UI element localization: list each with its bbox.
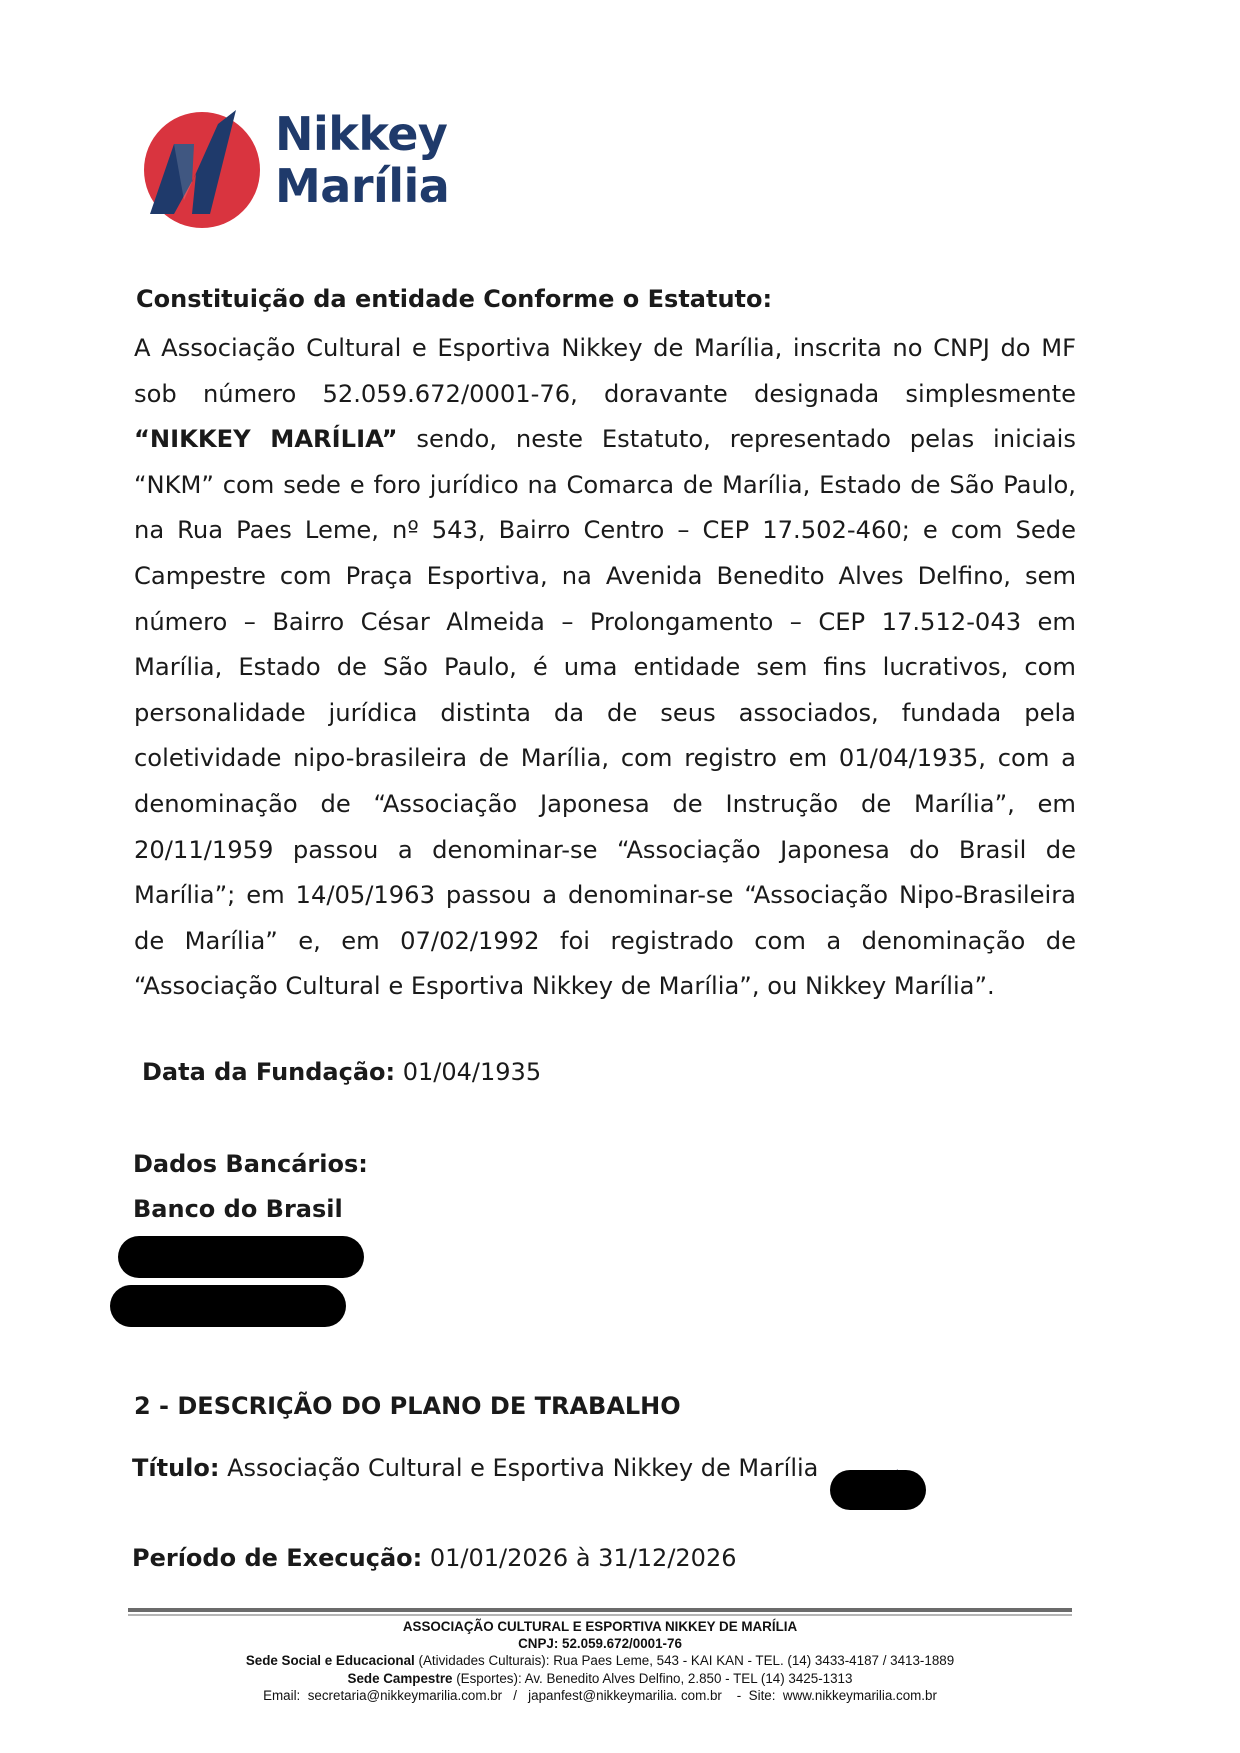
work-plan-title <box>132 1454 818 1482</box>
period-value: 01/01/2026 à 31/12/2026 <box>422 1544 737 1572</box>
footer-campestre-label: Sede Campestre <box>347 1670 453 1686</box>
footer-divider-thin <box>128 1614 1072 1616</box>
paragraph-text-b: sendo, neste Estatuto, representado pelas iniciais “NKM” com sede e foro jurídico na Comarca de Marília, Estado de São Paulo, na Rua Paes Leme, nº 543, Bairro Centro – CEP 17.502-460; e com Sede Campestre com Praça Esportiva, na Avenida Benedito Alves Delfino, sem número – Bairro César Almeida – Prolongamento – CEP 17.512-043 em Marília, Estado de São Paulo, é uma entidade sem fins lucrativos, com personalidade jurídica distinta da de seus associados, fundada pela coletividade nipo-brasileira de Marília, com registro em 01/04/1935, com a denominação de “Associação Japonesa de Instrução de Marília”, em 20/11/1959 passou a denominar-se “Associação Japonesa do Brasil de Marília”; em 14/05/1963 passou a denominar-se “Associação Nipo-Brasileira de Marília” e, em 07/02/1992 foi registrado com a denominação de “Associação Cultural e Esportiva Nikkey de Marília”, ou Nikkey Marília”. <box>134 425 1076 1001</box>
footer-social <box>128 1652 1072 1669</box>
title-value: Associação Cultural e Esportiva Nikkey de Marília <box>219 1454 819 1482</box>
footer-cnpj: CNPJ: 52.059.672/0001-76 <box>518 1636 682 1652</box>
period-label: Período de Execução: <box>132 1544 423 1572</box>
logo-line-2: Marília <box>275 159 450 213</box>
nikkey-logo-mark-icon <box>140 104 270 234</box>
nikkey-marilia-logo <box>140 100 460 235</box>
bank-data-label: Dados Bancários: <box>133 1150 368 1178</box>
foundation-value: 01/04/1935 <box>395 1058 542 1086</box>
footer-contacts: Email: secretaria@nikkeymarilia.com.br / japanfest@nikkeymarilia. com.br - Site: www.nikkeymarilia.com.br <box>263 1687 937 1703</box>
foundation-date <box>142 1058 541 1086</box>
footer-org: ASSOCIAÇÃO CULTURAL E ESPORTIVA NIKKEY DE MARÍLIA <box>402 1619 798 1634</box>
execution-period <box>132 1544 736 1572</box>
paragraph-text-a: A Associação Cultural e Esportiva Nikkey de Marília, inscrita no CNPJ do MF sob número 52.059.672/0001-76, doravante designada simplesmente <box>134 334 1076 408</box>
title-label: Título: <box>132 1454 220 1482</box>
paragraph-bold-name: “NIKKEY MARÍLIA” <box>134 425 398 454</box>
redacted-block-3 <box>830 1470 926 1510</box>
constitution-paragraph <box>134 326 1076 1010</box>
footer-social-label: Sede Social e Educacional <box>245 1653 415 1669</box>
logo-line-1: Nikkey <box>275 107 448 161</box>
bank-name: Banco do Brasil <box>133 1195 343 1223</box>
redacted-block-2 <box>110 1285 346 1327</box>
footer-divider <box>128 1608 1072 1612</box>
constitution-heading: Constituição da entidade Conforme o Estatuto: <box>136 285 773 313</box>
footer-social-text: (Atividades Culturais): Rua Paes Leme, 543 - KAI KAN - TEL. (14) 3433-4187 / 3413-1889 <box>414 1653 955 1669</box>
foundation-label: Data da Fundação: <box>142 1058 396 1086</box>
footer-campestre <box>128 1670 1072 1687</box>
section-2-heading: 2 - DESCRIÇÃO DO PLANO DE TRABALHO <box>134 1392 681 1420</box>
footer <box>128 1618 1072 1704</box>
footer-campestre-text: (Esportes): Av. Benedito Alves Delfino, 2.850 - TEL (14) 3425-1313 <box>452 1670 853 1686</box>
redacted-block-1 <box>118 1236 364 1278</box>
